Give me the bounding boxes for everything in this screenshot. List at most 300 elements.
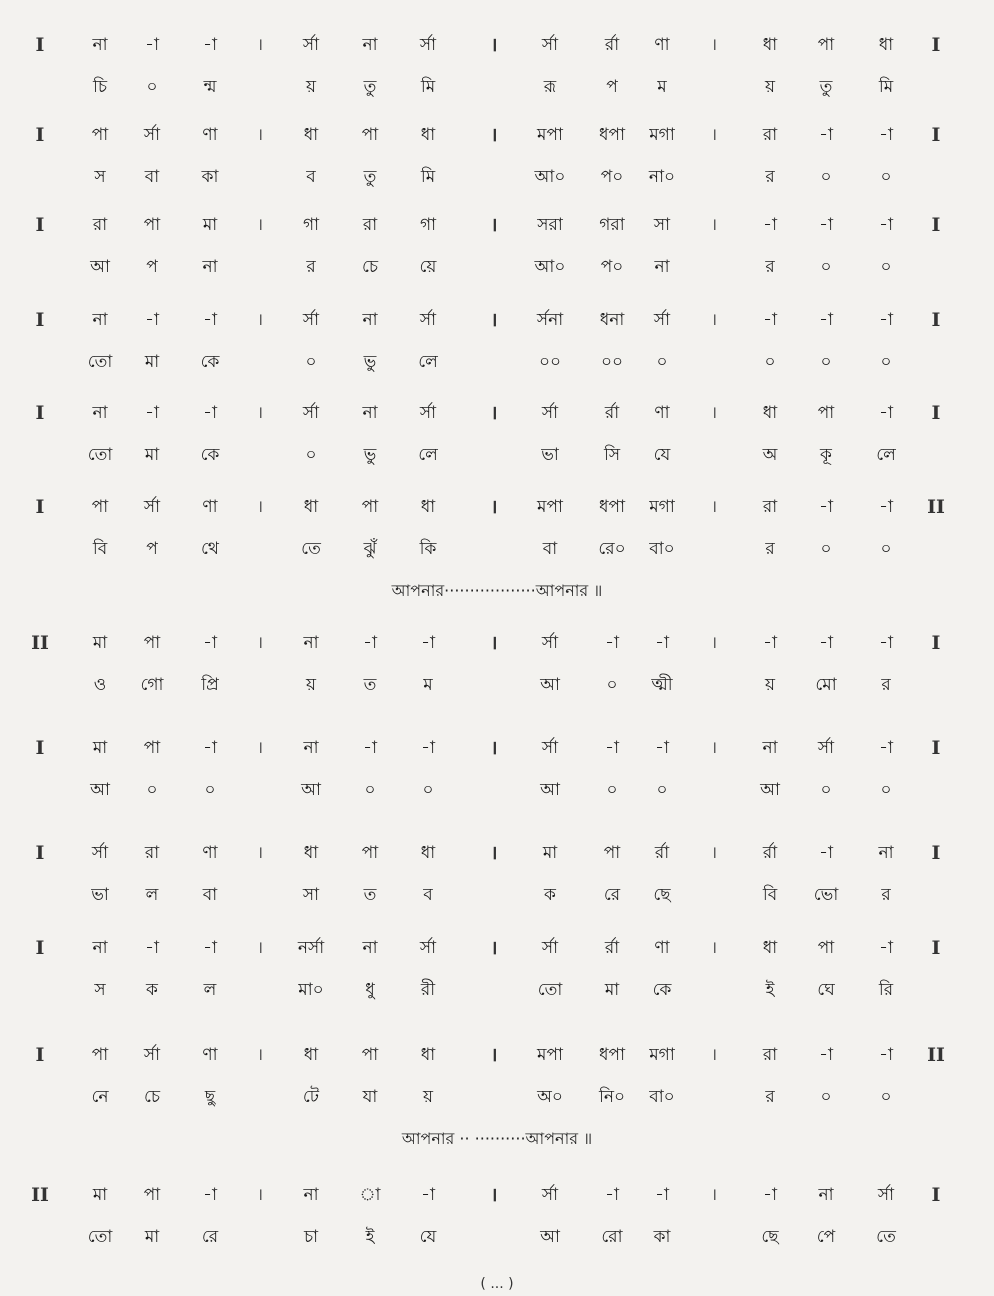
bar-line: ।: [490, 402, 498, 424]
note-cell: ণা: [202, 1045, 218, 1065]
bar-line: I: [35, 309, 45, 331]
lyric-syllable: ০: [764, 352, 776, 372]
bar-line: ।: [490, 496, 498, 518]
note-cell: -া: [879, 497, 893, 517]
note-cell: মা: [542, 843, 558, 863]
note-cell: মগা: [649, 125, 675, 145]
lyric-syllable: আ: [540, 1227, 560, 1247]
note-cell: রা: [762, 125, 778, 145]
lyric-syllable: ব: [306, 167, 316, 187]
note-cell: র্রা: [604, 35, 620, 55]
note-cell: গা: [302, 215, 320, 235]
note-cell: না: [92, 310, 108, 330]
note-cell: র্সা: [541, 35, 559, 55]
note-cell: পা: [361, 843, 379, 863]
bar-line: ।: [490, 937, 498, 959]
lyric-syllable: কে: [200, 445, 220, 465]
lyric-syllable: প০: [600, 167, 624, 187]
lyric-syllable: ০: [146, 780, 158, 800]
note-cell: -া: [605, 633, 619, 653]
lyric-syllable: র: [765, 167, 775, 187]
bar-line: ।: [256, 843, 264, 863]
lyric-syllable: রী: [420, 980, 436, 1000]
note-cell: -া: [203, 35, 217, 55]
lyric-syllable: অ০: [537, 1087, 563, 1107]
lyric-syllable: ছে: [761, 1227, 779, 1247]
bar-line: ।: [710, 843, 718, 863]
lyric-syllable: য়ে: [419, 257, 437, 277]
note-cell: ধা: [303, 497, 319, 517]
lyric-syllable: লে: [418, 352, 438, 372]
bar-line: I: [35, 214, 45, 236]
lyric-row: [0, 670, 994, 700]
note-cell: র্সা: [541, 1185, 559, 1205]
note-cell: রা: [92, 215, 108, 235]
lyric-syllable: র: [306, 257, 316, 277]
note-cell: ধা: [420, 1045, 436, 1065]
note-cell: পা: [817, 35, 835, 55]
lyric-syllable: ই: [365, 1227, 375, 1247]
lyric-syllable: বা০: [649, 1087, 675, 1107]
lyric-syllable: কা: [653, 1227, 671, 1247]
swaralipi-note-row: [0, 30, 994, 60]
note-cell: না: [878, 843, 894, 863]
note-cell: পা: [817, 938, 835, 958]
lyric-syllable: ম: [657, 77, 667, 97]
note-cell: -া: [145, 403, 159, 423]
note-cell: ধা: [303, 843, 319, 863]
lyric-syllable: প: [146, 257, 158, 277]
bar-line: ।: [710, 1185, 718, 1205]
note-cell: -া: [145, 310, 159, 330]
bar-line: I: [35, 34, 45, 56]
lyric-row: [0, 534, 994, 564]
bar-line: I: [931, 937, 941, 959]
note-cell: র্সা: [143, 497, 161, 517]
note-cell: -া: [421, 738, 435, 758]
bar-line: ।: [710, 35, 718, 55]
lyric-syllable: ০: [364, 780, 376, 800]
note-cell: রা: [362, 215, 378, 235]
bar-line: ।: [490, 842, 498, 864]
note-cell: ধা: [303, 125, 319, 145]
note-cell: র্সা: [541, 738, 559, 758]
note-cell: -া: [363, 633, 377, 653]
lyric-syllable: ০: [820, 257, 832, 277]
lyric-syllable: ভা: [541, 445, 559, 465]
lyric-syllable: মা: [144, 445, 160, 465]
note-cell: -া: [879, 738, 893, 758]
lyric-syllable: ০০: [538, 352, 562, 372]
note-cell: -া: [819, 125, 833, 145]
lyric-syllable: মি: [420, 167, 436, 187]
lyric-syllable: ০: [422, 780, 434, 800]
lyric-syllable: রি: [878, 980, 894, 1000]
note-cell: র্সা: [143, 125, 161, 145]
bar-line: II: [31, 1184, 49, 1206]
bar-line: I: [35, 124, 45, 146]
lyric-syllable: স: [94, 167, 106, 187]
note-cell: ণা: [202, 125, 218, 145]
lyric-syllable: প: [606, 77, 618, 97]
lyric-syllable: মো: [815, 675, 837, 695]
lyric-syllable: নি০: [598, 1087, 626, 1107]
lyric-syllable: ০: [880, 257, 892, 277]
lyric-syllable: ত: [363, 675, 377, 695]
bar-line: ।: [710, 1045, 718, 1065]
lyric-syllable: ম: [423, 675, 433, 695]
lyric-syllable: ত: [363, 885, 377, 905]
note-cell: র্সা: [419, 35, 437, 55]
note-cell: -া: [763, 310, 777, 330]
lyric-syllable: গো: [140, 675, 164, 695]
lyric-syllable: ০: [820, 539, 832, 559]
lyric-syllable: ক: [544, 885, 556, 905]
note-cell: না: [362, 310, 378, 330]
note-cell: না: [303, 633, 319, 653]
bar-line: I: [931, 34, 941, 56]
lyric-syllable: ০: [820, 352, 832, 372]
swaralipi-note-row: [0, 210, 994, 240]
lyric-syllable: তো: [87, 1227, 113, 1247]
note-cell: র্সা: [143, 1045, 161, 1065]
swaralipi-note-row: [0, 1180, 994, 1210]
bar-line: ।: [710, 738, 718, 758]
note-cell: -া: [421, 1185, 435, 1205]
note-cell: -া: [879, 633, 893, 653]
lyric-syllable: রূ: [543, 77, 557, 97]
lyric-syllable: ০: [880, 1087, 892, 1107]
lyric-syllable: ত্মী: [651, 675, 673, 695]
note-cell: র্রা: [604, 403, 620, 423]
lyric-syllable: তো: [87, 352, 113, 372]
lyric-syllable: বা: [542, 539, 558, 559]
swaralipi-note-row: [0, 120, 994, 150]
swaralipi-note-row: [0, 933, 994, 963]
note-cell: পা: [143, 1185, 161, 1205]
lyric-syllable: না০: [648, 167, 676, 187]
note-cell: -া: [819, 843, 833, 863]
lyric-row: [0, 162, 994, 192]
note-cell: -া: [763, 1185, 777, 1205]
lyric-syllable: আ০: [534, 257, 566, 277]
page-footer: ( ... ): [480, 1276, 514, 1292]
lyric-syllable: ঝুঁ: [363, 539, 377, 559]
note-cell: -া: [203, 310, 217, 330]
note-cell: না: [362, 403, 378, 423]
note-cell: পা: [361, 125, 379, 145]
lyric-syllable: ঘে: [817, 980, 835, 1000]
note-cell: মা: [92, 633, 108, 653]
lyric-syllable: ভা: [91, 885, 109, 905]
lyric-syllable: যা: [362, 1087, 378, 1107]
lyric-syllable: প্রি: [201, 675, 219, 695]
lyric-row: [0, 1082, 994, 1112]
note-cell: -া: [363, 738, 377, 758]
bar-line: ।: [490, 632, 498, 654]
lyric-syllable: না: [202, 257, 218, 277]
lyric-syllable: বা: [144, 167, 160, 187]
bar-line: ।: [710, 215, 718, 235]
note-cell: র্সা: [419, 938, 437, 958]
bar-line: ।: [256, 633, 264, 653]
bar-line: I: [931, 1184, 941, 1206]
lyric-syllable: য়: [422, 1087, 434, 1107]
lyric-row: [0, 347, 994, 377]
note-cell: -া: [879, 125, 893, 145]
lyric-syllable: তু: [363, 167, 377, 187]
note-cell: পা: [143, 633, 161, 653]
note-cell: -া: [819, 1045, 833, 1065]
note-cell: -া: [421, 633, 435, 653]
lyric-row: [0, 880, 994, 910]
note-cell: ধা: [420, 843, 436, 863]
lyric-syllable: মি: [420, 77, 436, 97]
note-cell: পা: [603, 843, 621, 863]
bar-line: I: [35, 737, 45, 759]
note-cell: সা: [653, 215, 671, 235]
note-cell: গরা: [599, 215, 625, 235]
lyric-syllable: আ: [90, 257, 110, 277]
lyric-syllable: মা: [144, 352, 160, 372]
lyric-syllable: র: [765, 539, 775, 559]
note-cell: ণা: [202, 843, 218, 863]
note-cell: -া: [879, 403, 893, 423]
note-cell: র্রা: [762, 843, 778, 863]
bar-line: ।: [490, 34, 498, 56]
note-cell: পা: [361, 497, 379, 517]
bar-line: ।: [490, 1184, 498, 1206]
bar-line: ।: [256, 1185, 264, 1205]
lyric-syllable: থে: [201, 539, 219, 559]
lyric-syllable: ০: [606, 780, 618, 800]
lyric-row: [0, 775, 994, 805]
lyric-syllable: ০: [656, 352, 668, 372]
bar-line: ।: [256, 403, 264, 423]
lyric-syllable: অ: [762, 445, 778, 465]
note-cell: ধা: [762, 938, 778, 958]
note-cell: র্সা: [877, 1185, 895, 1205]
lyric-syllable: ভু: [363, 352, 377, 372]
note-cell: না: [762, 738, 778, 758]
lyric-row: [0, 975, 994, 1005]
note-cell: নর্সা: [297, 938, 325, 958]
bar-line: ।: [256, 1045, 264, 1065]
lyric-row: [0, 72, 994, 102]
lyric-syllable: মি: [878, 77, 894, 97]
lyric-syllable: ০: [880, 167, 892, 187]
note-cell: র্সা: [817, 738, 835, 758]
lyric-syllable: কে: [652, 980, 672, 1000]
lyric-syllable: ভু: [363, 445, 377, 465]
lyric-syllable: ০: [606, 675, 618, 695]
bar-line: ।: [490, 1044, 498, 1066]
lyric-syllable: স: [94, 980, 106, 1000]
lyric-syllable: পে: [816, 1227, 836, 1247]
lyric-syllable: আ: [760, 780, 780, 800]
lyric-syllable: কূ: [820, 445, 832, 465]
bar-line: ।: [490, 309, 498, 331]
lyric-syllable: সা: [302, 885, 320, 905]
note-cell: র্রা: [604, 938, 620, 958]
note-cell: ধপা: [599, 125, 625, 145]
bar-line: ।: [256, 497, 264, 517]
bar-line: ।: [490, 737, 498, 759]
bar-line: ।: [710, 633, 718, 653]
lyric-syllable: লে: [876, 445, 896, 465]
lyric-syllable: আ: [90, 780, 110, 800]
lyric-row: [0, 252, 994, 282]
lyric-syllable: ০: [305, 352, 317, 372]
note-cell: ধা: [420, 125, 436, 145]
note-cell: মপা: [537, 1045, 563, 1065]
lyric-syllable: আ: [540, 780, 560, 800]
bar-line: ।: [710, 497, 718, 517]
note-cell: পা: [91, 1045, 109, 1065]
lyric-syllable: টে: [302, 1087, 320, 1107]
lyric-syllable: প০: [600, 257, 624, 277]
bar-line: II: [31, 632, 49, 654]
note-cell: পা: [143, 738, 161, 758]
note-cell: -া: [763, 215, 777, 235]
bar-line: I: [931, 214, 941, 236]
note-cell: -া: [879, 938, 893, 958]
note-cell: র্সনা: [536, 310, 564, 330]
lyric-syllable: যে: [419, 1227, 437, 1247]
note-cell: মপা: [537, 125, 563, 145]
note-cell: ধা: [762, 403, 778, 423]
lyric-syllable: মা০: [298, 980, 324, 1000]
note-cell: পা: [91, 497, 109, 517]
lyric-syllable: আ: [540, 675, 560, 695]
note-cell: -া: [605, 1185, 619, 1205]
lyric-syllable: ০০: [600, 352, 624, 372]
note-cell: ণা: [654, 35, 670, 55]
note-cell: র্সা: [419, 403, 437, 423]
lyric-syllable: ছু: [204, 1087, 216, 1107]
lyric-syllable: যে: [653, 445, 671, 465]
note-cell: র্সা: [302, 310, 320, 330]
note-cell: -া: [145, 35, 159, 55]
lyric-syllable: তু: [363, 77, 377, 97]
note-cell: মা: [92, 738, 108, 758]
note-cell: -া: [819, 310, 833, 330]
lyric-syllable: বি: [92, 539, 108, 559]
lyric-syllable: ক: [146, 980, 158, 1000]
swaralipi-note-row: [0, 398, 994, 428]
note-cell: -া: [763, 633, 777, 653]
bar-line: I: [931, 632, 941, 654]
lyric-syllable: য়: [305, 77, 317, 97]
lyric-syllable: তো: [87, 445, 113, 465]
bar-line: ।: [710, 403, 718, 423]
lyric-syllable: য়: [764, 77, 776, 97]
lyric-syllable: বি: [762, 885, 778, 905]
bar-line: I: [931, 842, 941, 864]
lyric-syllable: ০: [820, 167, 832, 187]
lyric-syllable: রে: [603, 885, 621, 905]
note-cell: -া: [819, 497, 833, 517]
lyric-syllable: র: [765, 257, 775, 277]
lyric-syllable: ০: [820, 780, 832, 800]
note-cell: -া: [203, 403, 217, 423]
lyric-syllable: র: [881, 885, 891, 905]
swaralipi-note-row: [0, 733, 994, 763]
note-cell: ণা: [654, 403, 670, 423]
note-cell: না: [92, 35, 108, 55]
note-cell: ধা: [303, 1045, 319, 1065]
bar-line: ।: [256, 215, 264, 235]
note-cell: -া: [145, 938, 159, 958]
lyric-row: [0, 440, 994, 470]
note-cell: ধপা: [599, 497, 625, 517]
lyric-syllable: র: [765, 1087, 775, 1107]
lyric-row: [0, 1222, 994, 1252]
lyric-syllable: ভো: [813, 885, 839, 905]
lyric-syllable: সি: [603, 445, 621, 465]
lyric-syllable: মা: [604, 980, 620, 1000]
note-cell: না: [92, 938, 108, 958]
lyric-syllable: ই: [765, 980, 775, 1000]
note-cell: পা: [91, 125, 109, 145]
lyric-syllable: ০: [820, 1087, 832, 1107]
bar-line: I: [35, 937, 45, 959]
note-cell: ধপা: [599, 1045, 625, 1065]
note-cell: -া: [605, 738, 619, 758]
lyric-syllable: ল: [145, 885, 159, 905]
bar-line: I: [931, 402, 941, 424]
bar-line: I: [35, 402, 45, 424]
note-cell: ধনা: [599, 310, 625, 330]
lyric-syllable: কি: [419, 539, 437, 559]
lyric-syllable: নে: [91, 1087, 109, 1107]
bar-line: II: [927, 496, 945, 518]
lyric-syllable: ও: [93, 675, 107, 695]
bar-line: I: [931, 124, 941, 146]
note-cell: -া: [203, 738, 217, 758]
lyric-syllable: রো: [601, 1227, 623, 1247]
lyric-syllable: র: [881, 675, 891, 695]
note-cell: সরা: [537, 215, 563, 235]
lyric-syllable: ০: [880, 539, 892, 559]
lyric-syllable: তে: [301, 539, 321, 559]
lyric-syllable: প: [146, 539, 158, 559]
lyric-syllable: য়: [305, 675, 317, 695]
bar-line: ।: [710, 310, 718, 330]
note-cell: -া: [655, 633, 669, 653]
note-cell: র্সা: [302, 35, 320, 55]
lyric-syllable: ছে: [653, 885, 671, 905]
lyric-syllable: চে: [143, 1087, 161, 1107]
note-cell: র্সা: [91, 843, 109, 863]
lyric-syllable: লে: [418, 445, 438, 465]
lyric-syllable: আ: [301, 780, 321, 800]
note-cell: মগা: [649, 1045, 675, 1065]
note-cell: -া: [819, 215, 833, 235]
bar-line: ।: [256, 310, 264, 330]
lyric-syllable: ০: [305, 445, 317, 465]
lyric-syllable: রে: [201, 1227, 219, 1247]
note-cell: -া: [203, 633, 217, 653]
lyric-syllable: ল: [203, 980, 217, 1000]
note-cell: না: [818, 1185, 834, 1205]
note-cell: -া: [819, 633, 833, 653]
note-cell: -া: [879, 310, 893, 330]
note-cell: র্সা: [541, 938, 559, 958]
note-cell: রা: [762, 497, 778, 517]
note-cell: -া: [655, 738, 669, 758]
bar-line: ।: [710, 125, 718, 145]
